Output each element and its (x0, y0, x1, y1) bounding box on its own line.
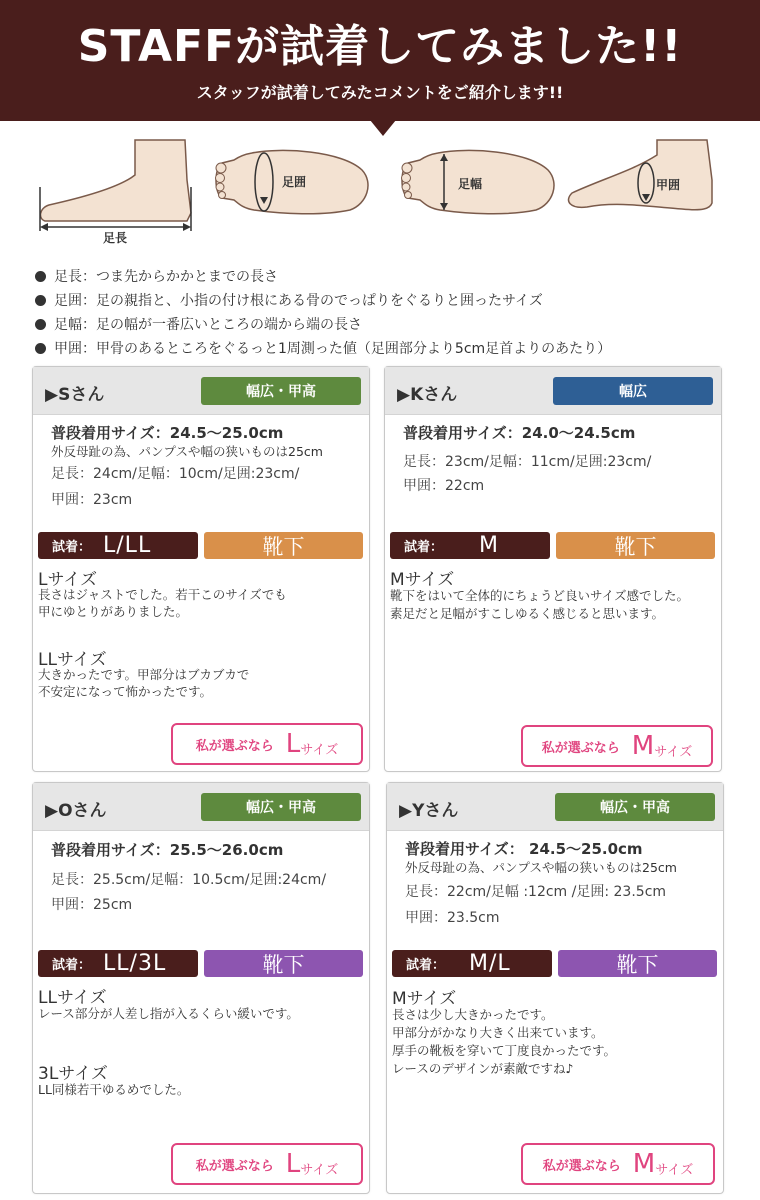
section-text: 厚手の靴板を穿いて丁度良かったです。 (392, 1043, 617, 1058)
staff-name: ▶Kさん (397, 385, 458, 405)
legend-item: 足幅：足の幅が一番広いところの端から端の長さ (35, 312, 735, 336)
staff-card-s (32, 366, 370, 772)
measurements-line-2: 甲囲：23cm (51, 492, 133, 508)
page-subtitle: スタッフが試着してみたコメントをご紹介します!! (196, 83, 564, 102)
section-text: 不安定になって怖かったです。 (38, 684, 213, 699)
measurements-line-1: 足長：24cm/足幅：10cm/足囲:23cm/ (51, 466, 300, 482)
section-text: 長さは少し大きかったです。 (392, 1007, 554, 1022)
section-title: Lサイズ (38, 570, 98, 590)
staff-name: ▶Sさん (45, 385, 105, 405)
section-text: 甲にゆとりがありました。 (38, 604, 189, 619)
usual-size: 普段着用サイズ：25.5～26.0cm (51, 841, 284, 859)
girth-label: 足囲 (282, 175, 307, 189)
legend-item: 足囲：足の親指と、小指の付け根にある骨のでっぱりをぐるりと囲ったサイズ (35, 288, 735, 312)
header-pointer (370, 120, 396, 136)
socks-badge: 靴下 (556, 532, 715, 559)
staff-card-y (386, 782, 724, 1194)
foot-length-diagram (35, 135, 205, 250)
instep-label: 甲囲 (656, 178, 681, 192)
usual-size: 普段着用サイズ：24.5～25.0cm (51, 424, 284, 442)
foot-type-tag: 幅広 (553, 377, 713, 405)
usual-size-note: 外反母趾の為、パンプスや幅の狭いものは25cm (405, 860, 677, 875)
header-banner (0, 0, 760, 121)
usual-size-note: 外反母趾の為、パンプスや幅の狭いものは25cm (51, 444, 323, 459)
pick-size: L (285, 729, 301, 759)
foot-instep-diagram (562, 135, 722, 235)
section-title: Mサイズ (390, 570, 455, 590)
pick-size-box: 私が選ぶなら M サイズ (521, 725, 713, 767)
try-size-box: 試着： M/L (392, 950, 552, 977)
card-header (387, 783, 723, 831)
page-title: STAFFが試着してみました!! (77, 21, 683, 72)
section-text: レース部分が人差し指が入るくらい緩いです。 (38, 1006, 299, 1021)
section-title: 3Lサイズ (38, 1064, 108, 1084)
measurements-line-2: 甲囲：25cm (51, 897, 133, 913)
pick-size: M (632, 1149, 656, 1179)
staff-card-k (384, 366, 722, 772)
pick-size-box: 私が選ぶなら L サイズ (171, 723, 363, 765)
measurements-line-1: 足長：23cm/足幅：11cm/足囲:23cm/ (403, 454, 652, 470)
card-header (385, 367, 721, 415)
foot-type-tag: 幅広・甲高 (555, 793, 715, 821)
foot-type-tag: 幅広・甲高 (201, 793, 361, 821)
bullet-icon (35, 271, 46, 282)
try-size-box: 試着： M (390, 532, 550, 559)
legend-item: 足長：つま先からかかとまでの長さ (35, 264, 735, 288)
section-title: LLサイズ (38, 650, 107, 670)
length-label: 足長 (102, 231, 128, 245)
socks-badge: 靴下 (204, 532, 363, 559)
try-size: M (479, 533, 499, 558)
usual-size: 普段着用サイズ： 24.5～25.0cm (405, 840, 643, 858)
socks-badge: 靴下 (558, 950, 717, 977)
staff-name: ▶Oさん (45, 801, 107, 821)
pick-size: M (631, 731, 655, 761)
try-size-box: 試着： LL/3L (38, 950, 198, 977)
measurements-line-1: 足長：22cm/足幅 :12cm /足囲: 23.5cm (405, 884, 667, 900)
bullet-icon (35, 343, 46, 354)
measurements-line-2: 甲囲：23.5cm (405, 910, 500, 926)
card-header (33, 367, 369, 415)
try-size: L/LL (103, 533, 152, 558)
width-label: 足幅 (458, 177, 483, 191)
try-size: M/L (469, 951, 511, 976)
card-header (33, 783, 369, 831)
usual-size: 普段着用サイズ：24.0～24.5cm (403, 424, 636, 442)
bullet-icon (35, 295, 46, 306)
pick-size-box: 私が選ぶなら L サイズ (171, 1143, 363, 1185)
section-text: 素足だと足幅がすこしゆるく感じると思います。 (390, 606, 665, 621)
section-text: 大きかったです。甲部分はブカブカで (38, 667, 250, 682)
section-title: Mサイズ (392, 989, 457, 1009)
section-text: 長さはジャストでした。若干このサイズでも (38, 587, 287, 602)
socks-badge: 靴下 (204, 950, 363, 977)
measurements-line-1: 足長：25.5cm/足幅：10.5cm/足囲:24cm/ (51, 872, 327, 888)
bullet-icon (35, 319, 46, 330)
measurements-line-2: 甲囲：22cm (403, 478, 485, 494)
legend-item: 甲囲：甲骨のあるところをぐるっと1周測った値（足囲部分より5cm足首よりのあたり） (35, 336, 735, 360)
section-text: LL同様若干ゆるめでした。 (38, 1082, 190, 1097)
pick-size-box: 私が選ぶなら M サイズ (521, 1143, 715, 1185)
measurement-legend (35, 264, 735, 360)
pick-size: L (285, 1149, 301, 1179)
section-text: 靴下をはいて全体的にちょうど良いサイズ感でした。 (390, 588, 690, 603)
foot-type-tag: 幅広・甲高 (201, 377, 361, 405)
staff-card-o (32, 782, 370, 1194)
try-size: LL/3L (103, 951, 167, 976)
foot-girth-diagram (212, 148, 374, 218)
section-text: レースのデザインが素敵ですね♪ (392, 1061, 574, 1076)
section-title: LLサイズ (38, 988, 107, 1008)
foot-width-diagram (398, 148, 560, 218)
staff-name: ▶Yさん (399, 801, 459, 821)
section-text: 甲部分がかなり大きく出来ています。 (392, 1025, 604, 1040)
try-size-box: 試着： L/LL (38, 532, 198, 559)
